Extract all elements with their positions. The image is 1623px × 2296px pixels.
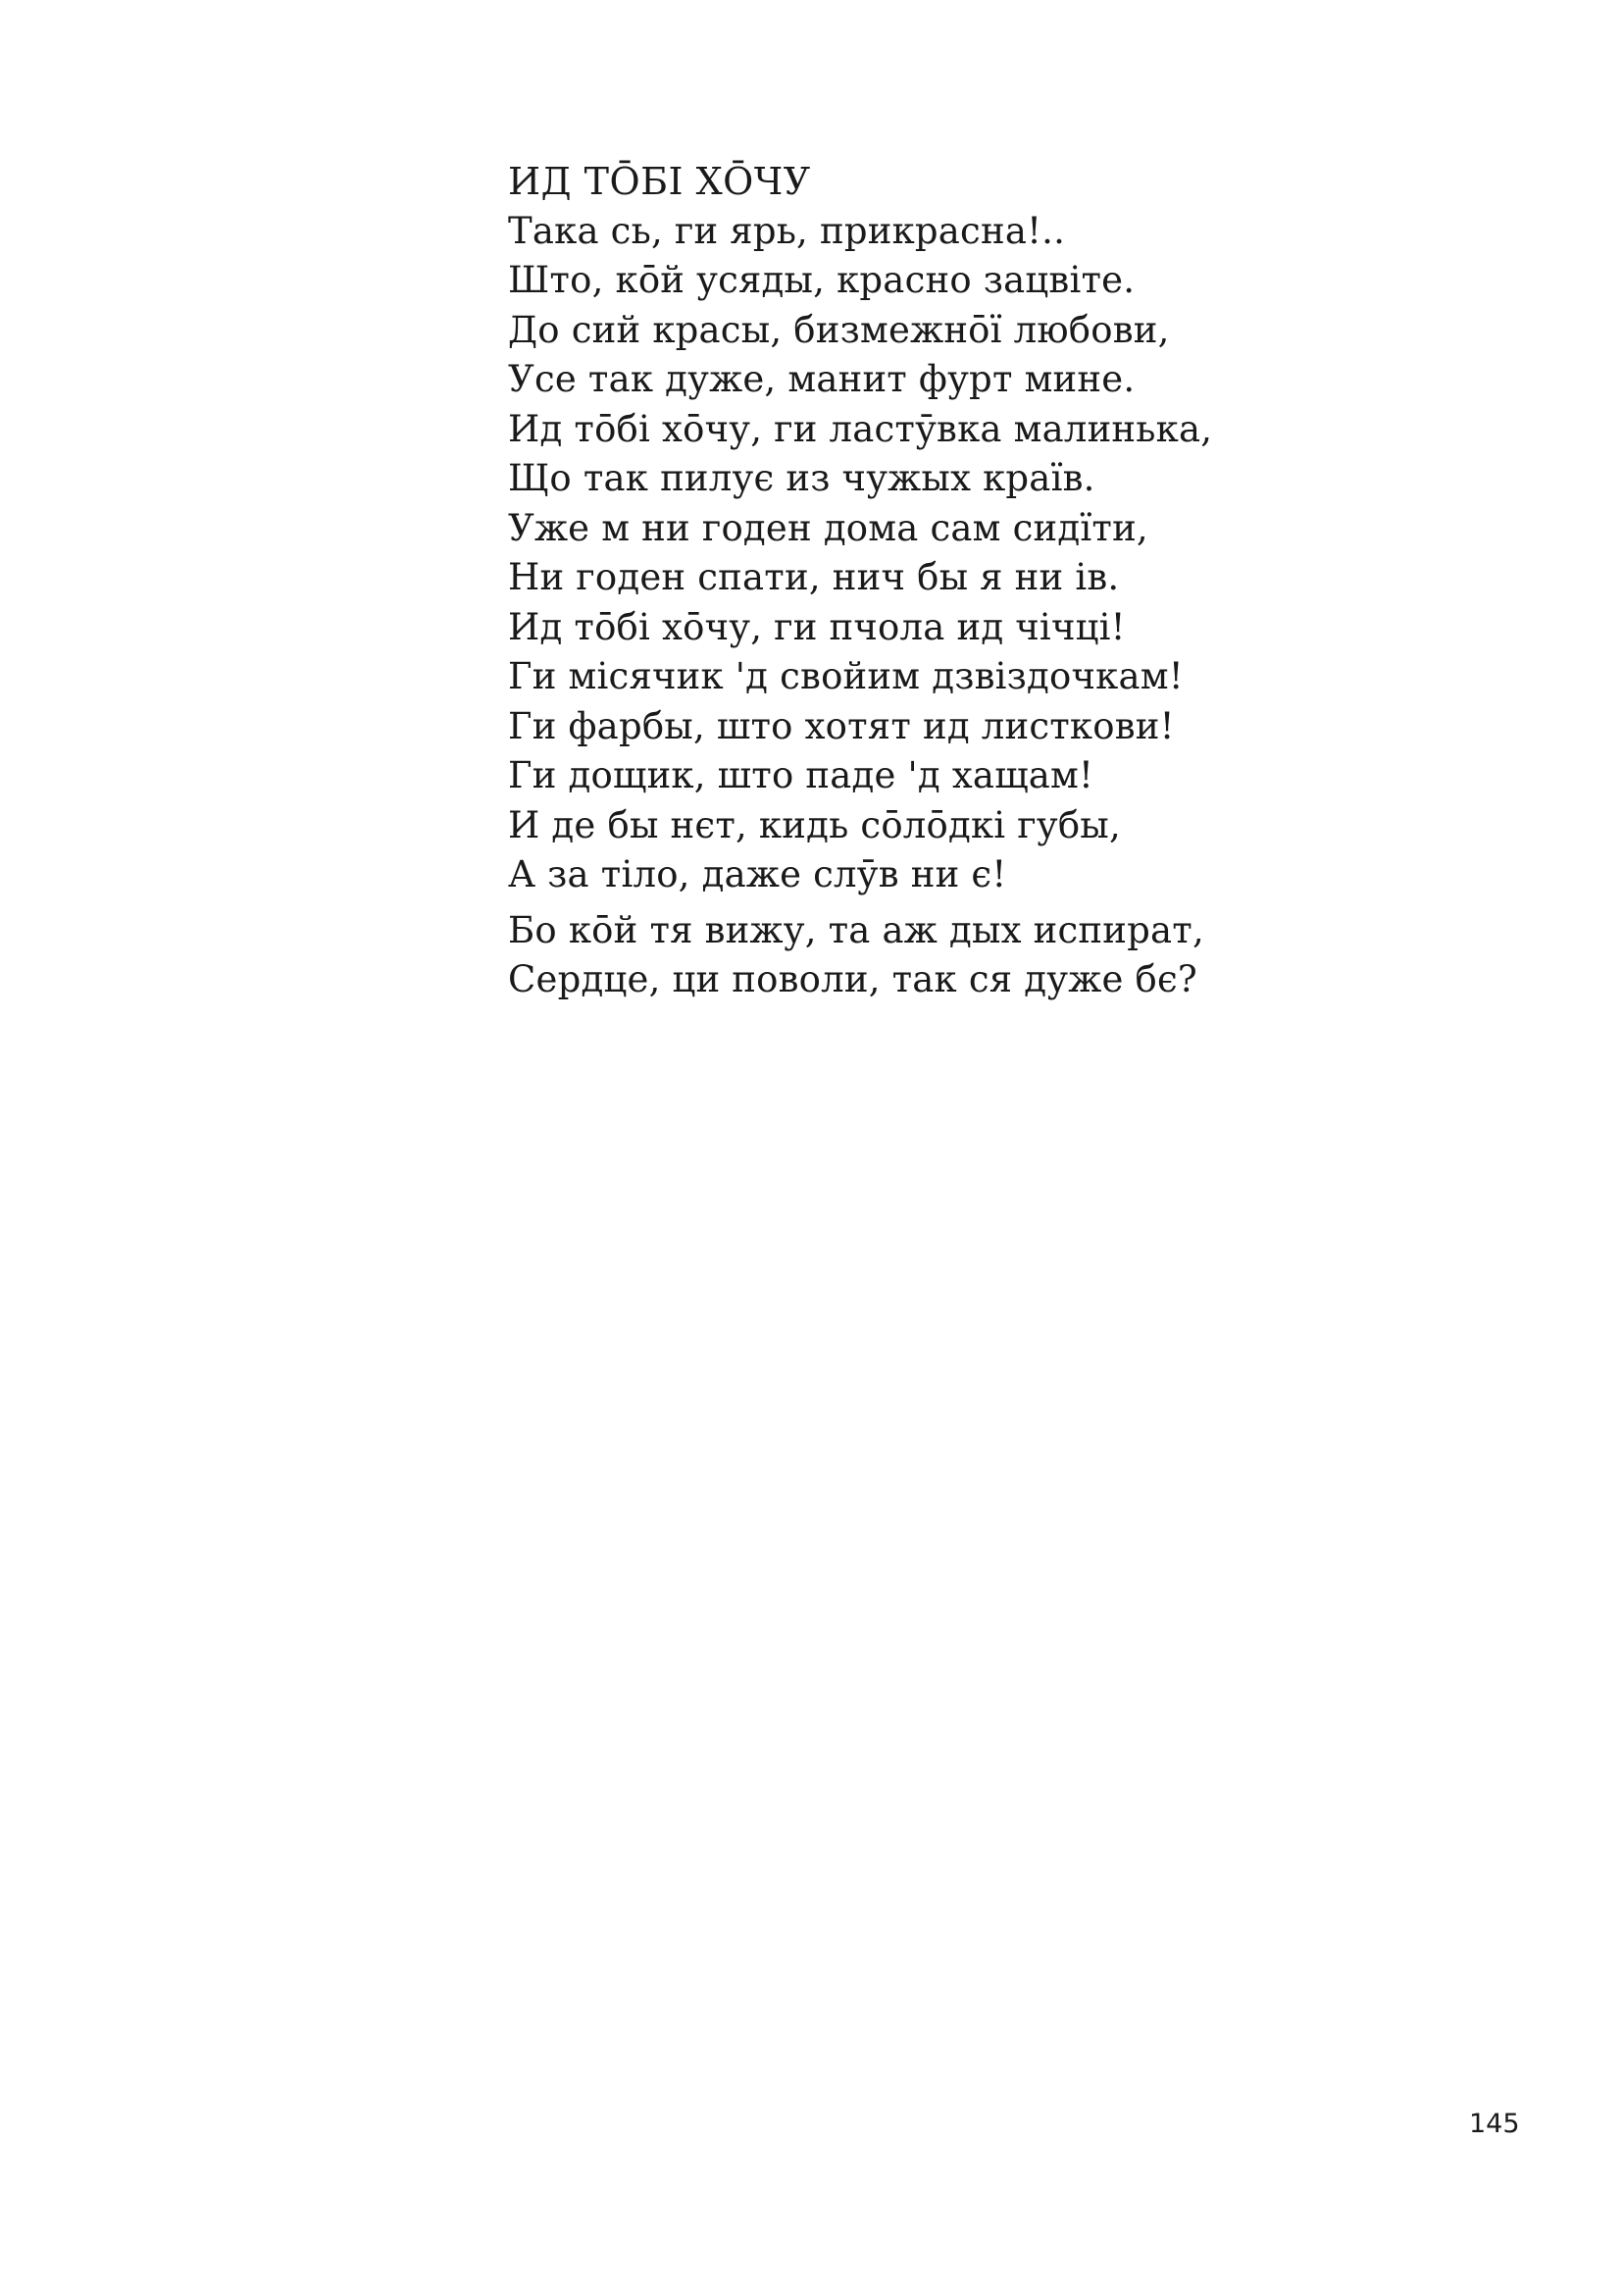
poem-line: Сердце, ци поволи, так ся дуже бє?	[508, 958, 1197, 1000]
poem-line: Ид тōбі хōчу, ги ластӯвка малинька,	[508, 407, 1213, 450]
poem-title: ИД ТŌБІ ХŌЧУ	[508, 160, 811, 203]
poem-line: Ги місячик 'д свойим дзвіздочкам!	[508, 655, 1184, 697]
page-number: 145	[1469, 2109, 1520, 2139]
poem-line: А за тіло, даже слӯв ни є!	[508, 853, 1007, 895]
poem-line: Усе так дуже, манит фурт мине.	[508, 358, 1136, 400]
poem-line: До сий красы, бизмежнōї любови,	[508, 308, 1170, 351]
poem-line: Уже м ни годен дома сам сидїти,	[508, 506, 1148, 549]
poem-line: Що так пилує из чужых країв.	[508, 457, 1095, 499]
poem	[508, 157, 1391, 1005]
poem-line: Ни годен спати, нич бы я ни ів.	[508, 556, 1120, 598]
poem-line: Што, кōй усяды, красно зацвіте.	[508, 259, 1136, 301]
poem-line: Така сь, ги ярь, прикрасна!..	[508, 209, 1066, 252]
poem-line: Ги фарбы, што хотят ид листкови!	[508, 704, 1175, 747]
poem-line: Бо кōй тя вижу, та аж дых испират,	[508, 908, 1204, 951]
poem-line: Ги дощик, што паде 'д хащам!	[508, 754, 1094, 796]
poem-line: Ид тōбі хōчу, ги пчола ид чічці!	[508, 605, 1126, 648]
poem-line: И де бы нєт, кидь сōлōдкі губы,	[508, 803, 1121, 846]
